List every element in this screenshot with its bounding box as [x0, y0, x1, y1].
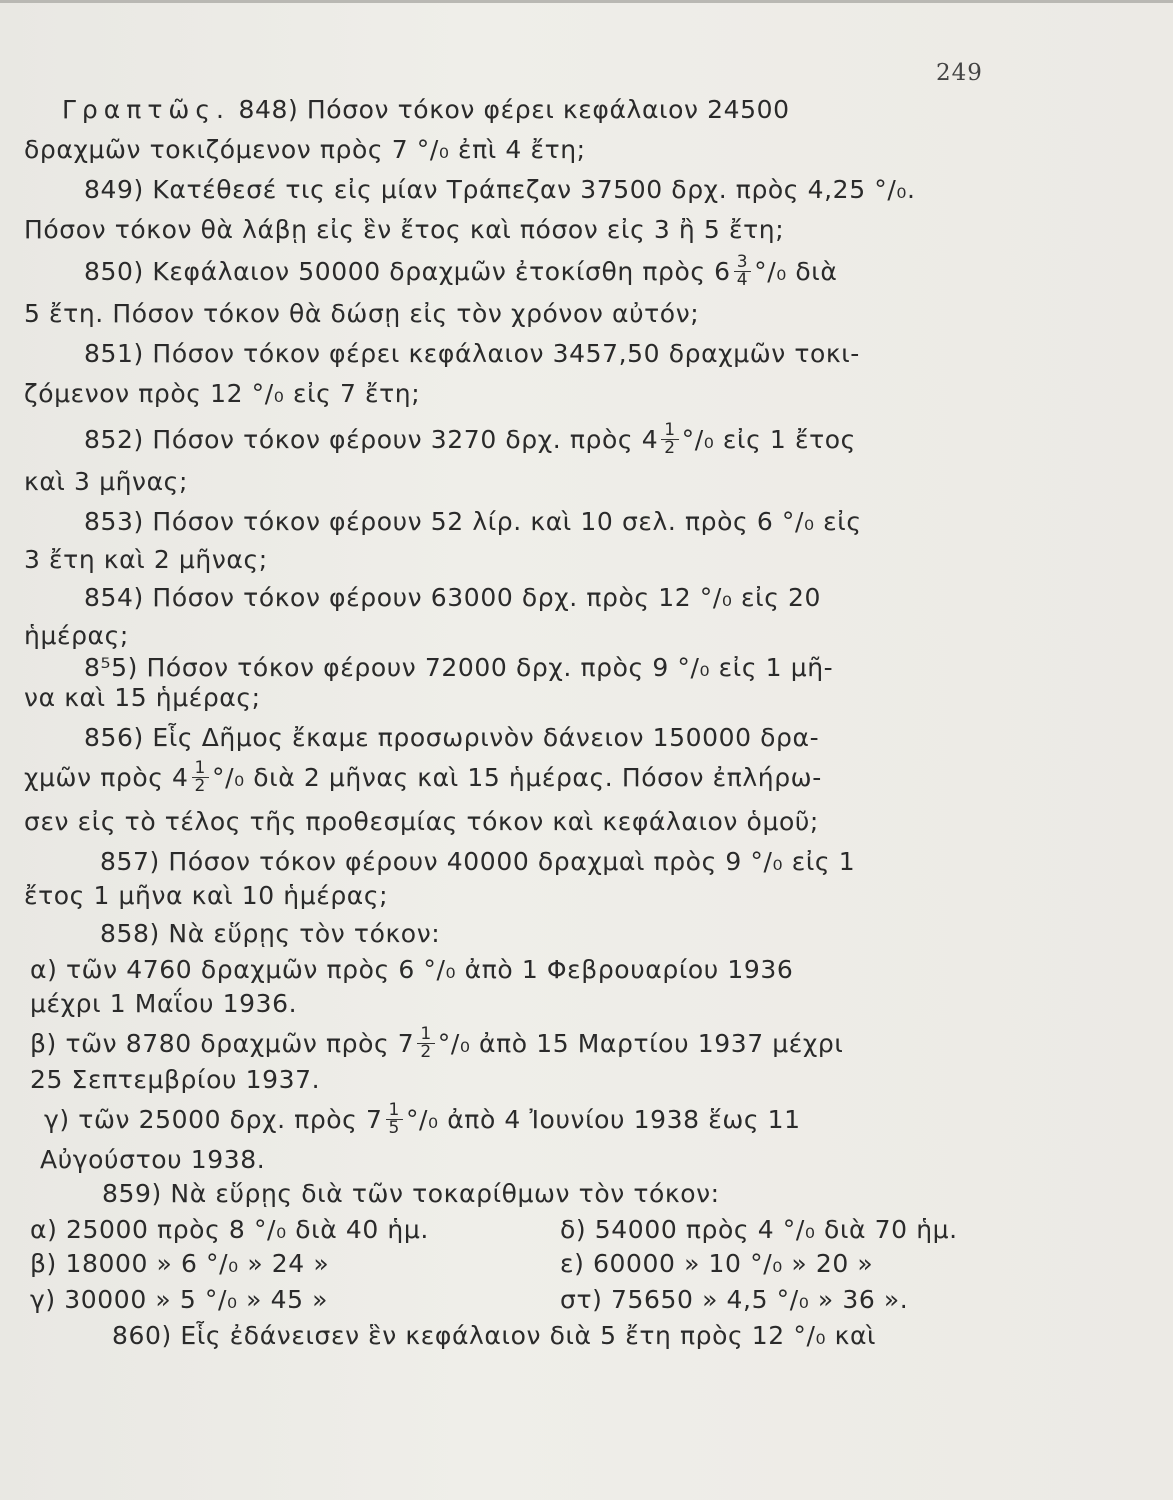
fraction-numerator: 1 [417, 1026, 434, 1044]
line-text: 5 ἔτη. Πόσον τόκον θὰ δώσῃ εἰς τὸν χρόνον αὐτόν; [24, 299, 700, 328]
line-text-tail: °/₀ ἀπὸ 4 Ἰουνίου 1938 ἕως 11 [405, 1105, 801, 1134]
text-line [30, 1024, 843, 1064]
text-line [84, 718, 819, 758]
text-line [24, 802, 819, 842]
line-text: σεν εἰς τὸ τέλος τῆς προθεσμίας τόκον καὶ κεφάλαιον ὁμοῦ; [24, 807, 819, 836]
spaced-heading: Γραπτῶς. [62, 95, 230, 124]
fraction [661, 419, 678, 458]
second-column-text: στ) 75650 » 4,5 °/₀ » 36 ». [560, 1285, 909, 1314]
fraction [417, 1023, 434, 1062]
line-text: 8⁵5) Πόσον τόκον φέρουν 72000 δρχ. πρὸς 9 °/₀ εἰς 1 μῆ- [84, 653, 834, 682]
line-text: ἔτος 1 μῆνα καὶ 10 ἡμέρας; [24, 881, 389, 910]
text-line [84, 420, 856, 460]
text-line [102, 1174, 720, 1214]
text-line [30, 984, 297, 1024]
text-line [84, 578, 821, 618]
text-line [84, 170, 916, 210]
text-line [44, 1100, 801, 1140]
fraction-numerator: 1 [386, 1102, 403, 1120]
line-text: 859) Νὰ εὕρῃς διὰ τῶν τοκαρίθμων τὸν τόκον: [102, 1179, 720, 1208]
line-text: 850) Κεφάλαιον 50000 δραχμῶν ἐτοκίσθη πρὸς 6 [84, 257, 731, 286]
text-line [24, 130, 586, 170]
line-text: γ) τῶν 25000 δρχ. πρὸς 7 [44, 1105, 383, 1134]
fraction [192, 757, 209, 796]
fraction-numerator: 3 [734, 254, 751, 272]
text-line [24, 294, 699, 334]
text-line [24, 374, 420, 414]
line-text-tail: °/₀ ἀπὸ 15 Μαρτίου 1937 μέχρι [437, 1029, 844, 1058]
line-text: Αὐγούστου 1938. [40, 1145, 266, 1174]
line-text-tail: °/₀ διὰ [754, 257, 838, 286]
line-text: ζόμενον πρὸς 12 °/₀ εἰς 7 ἔτη; [24, 379, 421, 408]
line-text: 857) Πόσον τόκον φέρουν 40000 δραχμαὶ πρὸς 9 °/₀ εἰς 1 [100, 847, 856, 876]
text-line [24, 678, 261, 718]
line-text: να καὶ 15 ἡμέρας; [24, 683, 261, 712]
line-text: 25 Σεπτεμβρίου 1937. [30, 1065, 321, 1094]
fraction [386, 1099, 403, 1138]
line-text: ἡμέρας; [24, 621, 129, 650]
fraction-denominator: 2 [420, 1041, 432, 1062]
line-text: 852) Πόσον τόκον φέρουν 3270 δρχ. πρὸς 4 [84, 425, 659, 454]
fraction-denominator: 4 [736, 269, 749, 290]
line-text: μέχρι 1 Μαΐου 1936. [30, 989, 298, 1018]
fraction-numerator: 1 [661, 422, 678, 440]
line-text: γ) 30000 » 5 °/₀ » 45 » [30, 1285, 329, 1314]
line-text: 853) Πόσον τόκον φέρουν 52 λίρ. καὶ 10 σελ. πρὸς 6 °/₀ εἰς [84, 507, 862, 536]
line-text: α) τῶν 4760 δραχμῶν πρὸς 6 °/₀ ἀπὸ 1 Φεβρουαρίου 1936 [30, 955, 794, 984]
page-top-edge [0, 0, 1173, 3]
fraction-denominator: 2 [664, 437, 676, 458]
line-text-tail: °/₀ διὰ 2 μῆνας καὶ 15 ἡμέρας. Πόσον ἐπλήρω- [211, 763, 822, 792]
line-text: 860) Εἷς ἐδάνεισεν ἓν κεφάλαιον διὰ 5 ἔτη πρὸς 12 °/₀ καὶ [112, 1321, 877, 1350]
line-text: β) 18000 » 6 °/₀ » 24 » [30, 1249, 330, 1278]
line-text: 858) Νὰ εὕρῃς τὸν τόκον: [100, 919, 441, 948]
line-text: 3 ἔτη καὶ 2 μῆνας; [24, 545, 268, 574]
line-text: β) τῶν 8780 δραχμῶν πρὸς 7 [30, 1029, 415, 1058]
line-text-tail: 848) Πόσον τόκον φέρει κεφάλαιον 24500 [229, 95, 790, 124]
text-line [30, 1060, 320, 1100]
line-text: χμῶν πρὸς 4 [24, 763, 189, 792]
line-text: 854) Πόσον τόκον φέρουν 63000 δρχ. πρὸς 12 °/₀ εἰς 20 [84, 583, 822, 612]
text-line [30, 1244, 874, 1284]
fraction [734, 251, 751, 290]
page-number: 249 [936, 60, 983, 86]
text-line [24, 758, 822, 798]
text-line [100, 914, 440, 954]
text-line [24, 210, 784, 250]
text-line [84, 334, 860, 374]
text-line [84, 252, 837, 292]
fraction-denominator: 2 [194, 775, 206, 796]
text-line [24, 876, 388, 916]
second-column-text: δ) 54000 πρὸς 4 °/₀ διὰ 70 ἡμ. [560, 1215, 958, 1244]
line-text: δραχμῶν τοκιζόμενον πρὸς 7 °/₀ ἐπὶ 4 ἔτη; [24, 135, 586, 164]
text-line [24, 540, 268, 580]
text-line [62, 90, 790, 130]
line-text: καὶ 3 μῆνας; [24, 467, 188, 496]
second-column-text: ε) 60000 » 10 °/₀ » 20 » [560, 1249, 874, 1278]
fraction-numerator: 1 [192, 760, 209, 778]
text-line [24, 462, 188, 502]
line-text: 849) Κατέθεσέ τις εἰς μίαν Τράπεζαν 37500 δρχ. πρὸς 4,25 °/₀. [84, 175, 916, 204]
text-line [30, 1280, 909, 1320]
line-text-tail: °/₀ εἰς 1 ἔτος [681, 425, 856, 454]
fraction-denominator: 5 [388, 1117, 400, 1138]
line-text: α) 25000 πρὸς 8 °/₀ διὰ 40 ἡμ. [30, 1215, 429, 1244]
text-line [84, 502, 862, 542]
line-text: 856) Εἷς Δῆμος ἔκαμε προσωρινὸν δάνειον 150000 δρα- [84, 723, 820, 752]
line-text: Πόσον τόκον θὰ λάβῃ εἰς ἓν ἔτος καὶ πόσον εἰς 3 ἢ 5 ἔτη; [24, 215, 785, 244]
line-text: 851) Πόσον τόκον φέρει κεφάλαιον 3457,50 δραχμῶν τοκι- [84, 339, 860, 368]
text-line [112, 1316, 876, 1356]
